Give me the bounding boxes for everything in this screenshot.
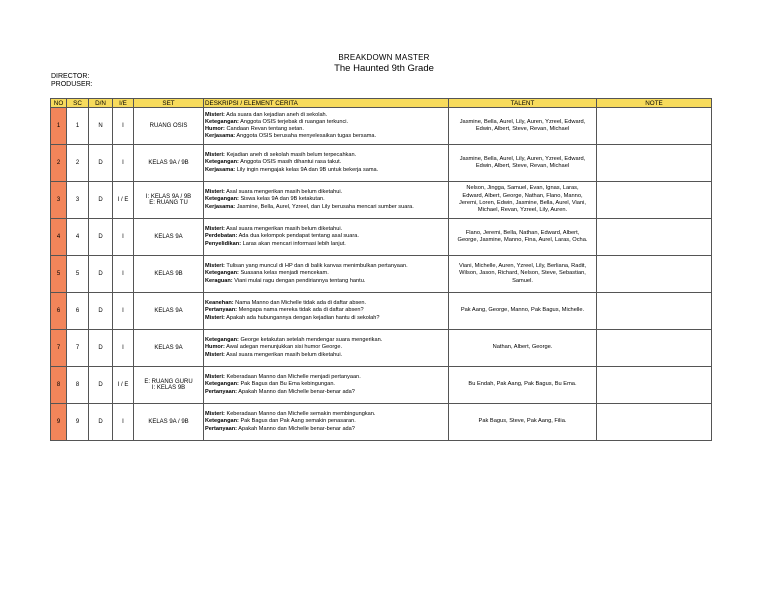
- scene-code: 6: [67, 293, 89, 330]
- note-cell: [597, 404, 712, 441]
- talent-line: Bu Endah, Pak Aang, Pak Bagus, Bu Ema.: [468, 381, 577, 388]
- story-description: [204, 330, 449, 367]
- talent-line: Nathan, Albert, George.: [492, 344, 553, 351]
- scene-code: 8: [67, 367, 89, 404]
- interior-exterior: I: [113, 219, 134, 256]
- table-row: [51, 145, 712, 182]
- element-key: Misteri:: [205, 189, 225, 196]
- set-line: KELAS 9A: [154, 345, 183, 351]
- talent-line: Viani, Michelle, Auren, Yzreel, Lily, Berliana, Radit,: [458, 262, 587, 269]
- talent-list: [449, 330, 597, 367]
- col-header-desc: DESKRIPSI / ELEMENT CERITA: [204, 99, 449, 108]
- scene-code: 9: [67, 404, 89, 441]
- col-header-set: SET: [134, 99, 204, 108]
- element-value: Keberadaan Manno dan Michelle menjadi pertanyaan.: [224, 374, 361, 381]
- interior-exterior: I: [113, 293, 134, 330]
- set-line: RUANG OSIS: [149, 123, 188, 129]
- scene-code: 4: [67, 219, 89, 256]
- talent-line: Samuel.: [512, 277, 533, 284]
- director-label: DIRECTOR:: [51, 73, 90, 80]
- element-value: Anggota OSIS masih dihantui rasa takut.: [238, 159, 342, 166]
- interior-exterior: I / E: [113, 182, 134, 219]
- talent-list: [449, 219, 597, 256]
- note-cell: [597, 256, 712, 293]
- element-value: Ada suara dan kejadian aneh di sekolah.: [224, 111, 328, 118]
- day-night: D: [89, 256, 113, 293]
- story-description: [204, 182, 449, 219]
- element-value: Tulisan yang muncul di HP dan di balik kanvas menimbulkan pertanyaan.: [224, 263, 408, 270]
- note-cell: [597, 145, 712, 182]
- element-value: Nama Manno dan Michelle tidak ada di daftar absen.: [233, 300, 367, 307]
- table-row: [51, 330, 712, 367]
- element-value: Asal suara mengerikan masih belum diketahui.: [224, 189, 343, 196]
- element-key: Humor:: [205, 344, 225, 351]
- set-location: [134, 256, 204, 293]
- note-cell: [597, 367, 712, 404]
- interior-exterior: I: [113, 256, 134, 293]
- element-key: Humor:: [205, 126, 225, 132]
- element-key: Ketegangan:: [205, 337, 239, 344]
- scene-code: 2: [67, 145, 89, 182]
- element-value: Anggota OSIS terjebak di ruangan terkunci.: [238, 118, 349, 125]
- table-row: [51, 256, 712, 293]
- set-location: [134, 108, 204, 145]
- set-line: E: RUANG TU: [149, 200, 188, 206]
- element-key: Misteri:: [205, 314, 225, 321]
- element-key: Misteri:: [205, 411, 225, 418]
- element-key: Pertanyaan:: [205, 307, 238, 314]
- table-row: [51, 293, 712, 330]
- scene-number: 8: [51, 367, 67, 404]
- table-row: [51, 367, 712, 404]
- scene-code: 5: [67, 256, 89, 293]
- element-key: Keraguan:: [205, 277, 233, 284]
- story-description: [204, 145, 449, 182]
- scene-number: 6: [51, 293, 67, 330]
- scene-number: 7: [51, 330, 67, 367]
- col-header-sc: SC: [67, 99, 89, 108]
- element-key: Ketegangan:: [205, 270, 239, 277]
- element-value: Ada dua kelompok pendapat tentang asal suara.: [237, 233, 359, 240]
- talent-list: [449, 367, 597, 404]
- note-cell: [597, 182, 712, 219]
- talent-list: [449, 293, 597, 330]
- set-location: [134, 404, 204, 441]
- col-header-dn: D/N: [89, 99, 113, 108]
- talent-list: [449, 108, 597, 145]
- set-line: KELAS 9A: [154, 308, 183, 314]
- element-value: Apakah ada hubungannya dengan kejadian hantu di sekolah?: [224, 314, 380, 321]
- talent-line: George, Jasmine, Manno, Fina, Aurel, Laras, Ocha.: [457, 237, 588, 243]
- set-location: [134, 293, 204, 330]
- talent-line: Jasmine, Bella, Aurel, Lily, Auren, Yzreel, Edward,: [459, 155, 586, 162]
- element-key: Ketegangan:: [205, 418, 239, 425]
- talent-list: [449, 145, 597, 182]
- day-night: N: [89, 108, 113, 145]
- element-key: Ketegangan:: [205, 159, 239, 166]
- element-key: Kerjasama:: [205, 203, 236, 210]
- element-key: Penyelidikan:: [205, 240, 242, 247]
- breakdown-table: [50, 98, 712, 441]
- day-night: D: [89, 293, 113, 330]
- set-location: [134, 219, 204, 256]
- element-key: Misteri:: [205, 263, 225, 270]
- col-header-note: NOTE: [597, 99, 712, 108]
- element-value: Jasmine, Bella, Aurel, Yzreel, dan Lily berusaha mencari sumber suara.: [235, 203, 414, 210]
- element-value: Awal adegan menunjukkan sisi humor George.: [224, 344, 343, 351]
- talent-line: Pak Bagus, Steve, Pak Aang, Filia.: [478, 418, 567, 425]
- set-location: [134, 367, 204, 404]
- set-line: I: KELAS 9A / 9B: [145, 194, 192, 200]
- interior-exterior: I: [113, 330, 134, 367]
- note-cell: [597, 219, 712, 256]
- set-line: KELAS 9A / 9B: [148, 419, 189, 425]
- element-key: Misteri:: [205, 374, 225, 381]
- story-description: [204, 219, 449, 256]
- element-key: Keanehan:: [205, 300, 234, 307]
- day-night: D: [89, 404, 113, 441]
- talent-line: Edwin, Albert, Steve, Revan, Michael: [475, 126, 570, 132]
- element-key: Ketegangan:: [205, 196, 239, 203]
- element-value: Anggota OSIS berusaha menyelesaikan tugas bersama.: [235, 133, 377, 140]
- element-key: Misteri:: [205, 152, 225, 159]
- scene-number: 1: [51, 108, 67, 145]
- element-value: Lily ingin mengajak kelas 9A dan 9B untuk bekerja sama.: [235, 166, 379, 173]
- talent-line: Flano, Jeremi, Bella, Nathan, Edward, Albert,: [465, 229, 580, 236]
- story-description: [204, 293, 449, 330]
- table-row: [51, 182, 712, 219]
- scene-code: 1: [67, 108, 89, 145]
- interior-exterior: I: [113, 404, 134, 441]
- set-line: I: KELAS 9B: [151, 385, 186, 391]
- set-location: [134, 330, 204, 367]
- col-header-ie: I/E: [113, 99, 134, 108]
- table-row: [51, 108, 712, 145]
- document-subtitle: The Haunted 9th Grade: [334, 63, 434, 74]
- header-row: [51, 99, 712, 108]
- day-night: D: [89, 330, 113, 367]
- talent-line: Nelson, Jingga, Samuel, Evan, Ignas, Laras,: [466, 185, 579, 192]
- col-header-no: NO: [51, 99, 67, 108]
- element-value: Asal suara mengerikan masih belum diketahui.: [224, 226, 343, 233]
- scene-number: 5: [51, 256, 67, 293]
- element-key: Perdebatan:: [205, 233, 238, 240]
- interior-exterior: I: [113, 108, 134, 145]
- element-value: Candaan Revan tentang setan.: [224, 126, 304, 132]
- day-night: D: [89, 145, 113, 182]
- talent-list: [449, 404, 597, 441]
- element-value: Siswa kelas 9A dan 9B ketakutan.: [238, 196, 325, 203]
- table-row: [51, 219, 712, 256]
- note-cell: [597, 293, 712, 330]
- element-value: Laras akan mencari informasi lebih lanjut.: [241, 240, 346, 247]
- element-value: Mengapa nama mereka tidak ada di daftar absen?: [237, 307, 364, 314]
- element-key: Kerjasama:: [205, 133, 236, 140]
- scene-code: 7: [67, 330, 89, 367]
- set-location: [134, 182, 204, 219]
- story-description: [204, 256, 449, 293]
- element-key: Misteri:: [205, 226, 225, 233]
- talent-line: Pak Aang, George, Manno, Pak Bagus, Michelle.: [460, 307, 585, 314]
- story-description: [204, 404, 449, 441]
- set-line: KELAS 9A / 9B: [148, 160, 189, 166]
- day-night: D: [89, 219, 113, 256]
- element-key: Pertanyaan:: [205, 425, 238, 432]
- talent-line: Wilson, Jason, Richard, Nelson, Steve, Sebastian,: [459, 270, 586, 277]
- story-description: [204, 367, 449, 404]
- note-cell: [597, 108, 712, 145]
- element-key: Ketegangan:: [205, 381, 239, 388]
- document-title: BREAKDOWN MASTER: [338, 53, 430, 62]
- talent-list: [449, 256, 597, 293]
- element-value: Asal suara mengerikan masih belum diketahui.: [224, 351, 343, 358]
- element-value: Kejadian aneh di sekolah masih belum terpecahkan.: [224, 152, 357, 159]
- scene-number: 4: [51, 219, 67, 256]
- scene-number: 2: [51, 145, 67, 182]
- element-value: Apakah Manno dan Michelle benar-benar ada?: [237, 388, 355, 395]
- talent-line: Jeremi, Loren, Edwin, Jasmine, Bella, Aurel, Viani,: [459, 200, 586, 206]
- talent-line: Edward, Albert, George, Nathan, Flano, Manno,: [462, 192, 583, 199]
- interior-exterior: I: [113, 145, 134, 182]
- element-value: Viani mulai ragu dengan pendiriannya tentang hantu.: [232, 277, 366, 284]
- scene-number: 9: [51, 404, 67, 441]
- table-row: [51, 404, 712, 441]
- note-cell: [597, 330, 712, 367]
- day-night: D: [89, 182, 113, 219]
- set-line: E: RUANG GURU: [144, 379, 193, 385]
- element-key: Misteri:: [205, 111, 225, 118]
- element-value: Pak Bagus dan Bu Ema kebingungan.: [238, 381, 335, 388]
- element-key: Pertanyaan:: [205, 388, 238, 395]
- scene-code: 3: [67, 182, 89, 219]
- element-key: Kerjasama:: [205, 166, 236, 173]
- set-line: KELAS 9A: [154, 234, 183, 240]
- element-value: George ketakutan setelah mendengar suara mengerikan.: [238, 337, 383, 344]
- element-key: Misteri:: [205, 351, 225, 358]
- col-header-talent: TALENT: [449, 99, 597, 108]
- scene-number: 3: [51, 182, 67, 219]
- element-value: Apakah Manno dan Michelle benar-benar ada?: [237, 425, 355, 432]
- set-location: [134, 145, 204, 182]
- producer-label: PRODUSER:: [51, 81, 93, 88]
- element-value: Keberadaan Manno dan Michelle semakin membingungkan.: [224, 411, 376, 418]
- talent-line: Jasmine, Bella, Aurel, Lily, Auren, Yzreel, Edward,: [459, 118, 586, 125]
- talent-list: [449, 182, 597, 219]
- talent-line: Michael, Revan, Yzreel, Lily, Auren.: [477, 207, 568, 214]
- interior-exterior: I / E: [113, 367, 134, 404]
- set-line: KELAS 9B: [154, 271, 183, 277]
- element-value: Pak Bagus dan Pak Aang semakin penasaran.: [238, 418, 356, 425]
- story-description: [204, 108, 449, 145]
- element-key: Ketegangan:: [205, 118, 239, 125]
- element-value: Suasana kelas menjadi mencekam.: [238, 270, 329, 277]
- talent-line: Edwin, Albert, Steve, Revan, Michael: [475, 163, 570, 169]
- day-night: D: [89, 367, 113, 404]
